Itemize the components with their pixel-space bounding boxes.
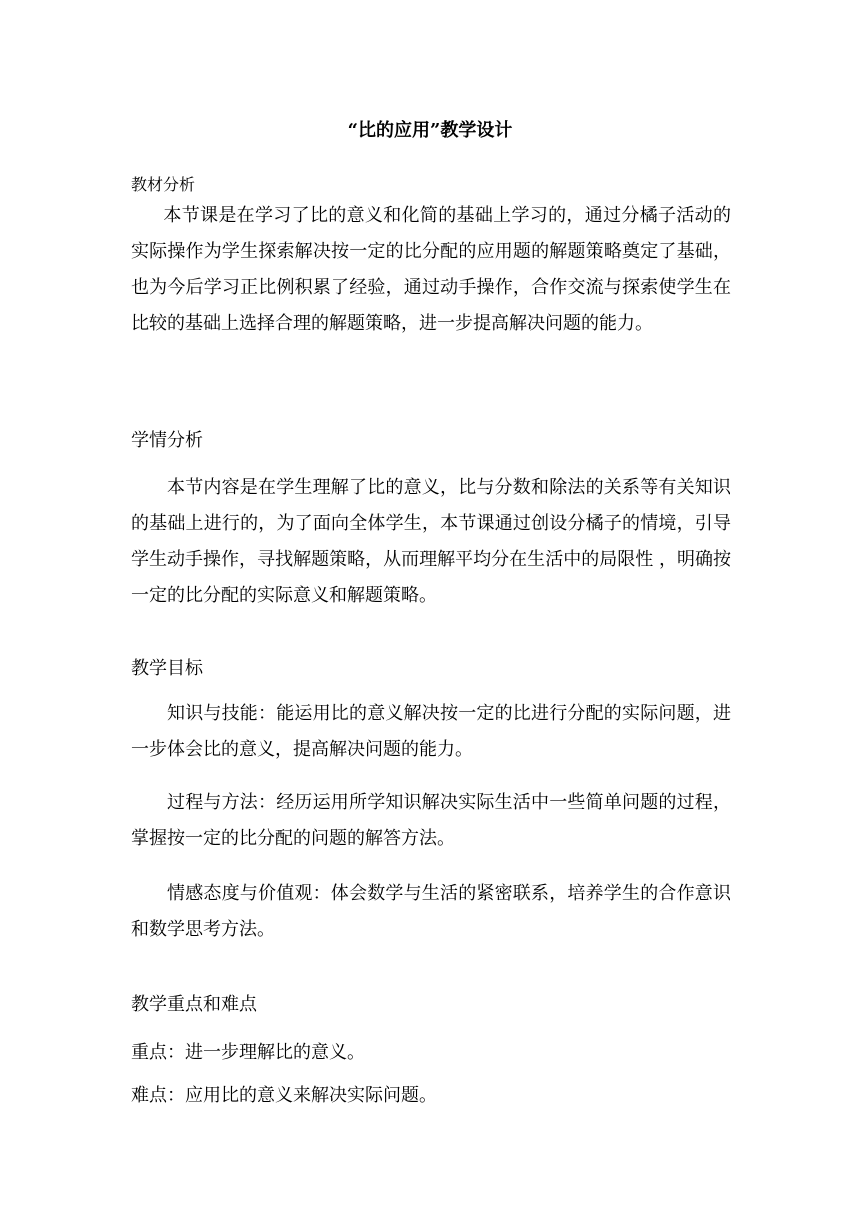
difficult-point-line: 难点：应用比的意义来解决实际问题。 bbox=[131, 1085, 437, 1106]
paragraph-objective-knowledge: 知识与技能：能运用比的意义解决按一定的比进行分配的实际问题，进一步体会比的意义，提高解决问题的能力。 bbox=[131, 703, 731, 760]
heading-learner-analysis: 学情分析 bbox=[131, 430, 203, 451]
heading-textbook-analysis: 教材分析 bbox=[131, 175, 196, 194]
document-title: “比的应用”教学设计 bbox=[347, 120, 513, 141]
paragraph-objective-emotion: 情感态度与价值观：体会数学与生活的紧密联系，培养学生的合作意识和数学思考方法。 bbox=[131, 883, 731, 940]
key-point-line: 重点：进一步理解比的意义。 bbox=[131, 1042, 365, 1063]
heading-objectives: 教学目标 bbox=[131, 658, 203, 679]
paragraph-textbook-analysis: 本节课是在学习了比的意义和化简的基础上学习的，通过分橘子活动的实际操作为学生探索解决按一定的比分配的应用题的解题策略奠定了基础，也为今后学习正比例积累了经验，通过动手操作，合作交流与探索使学生在比较的基础上选择合理的解题策略，进一步提高解决问题的能力。 bbox=[131, 205, 731, 334]
heading-key-points: 教学重点和难点 bbox=[131, 994, 257, 1015]
paragraph-learner-analysis: 本节内容是在学生理解了比的意义，比与分数和除法的关系等有关知识的基础上进行的，为了面向全体学生，本节课通过创设分橘子的情境，引导学生动手操作，寻找解题策略，从而理解平均分在生活中的局限性 ，明确按一定的比分配的实际意义和解题策略。 bbox=[131, 477, 731, 606]
paragraph-objective-process: 过程与方法：经历运用所学知识解决实际生活中一些简单问题的过程，掌握按一定的比分配的问题的解答方法。 bbox=[131, 792, 731, 849]
